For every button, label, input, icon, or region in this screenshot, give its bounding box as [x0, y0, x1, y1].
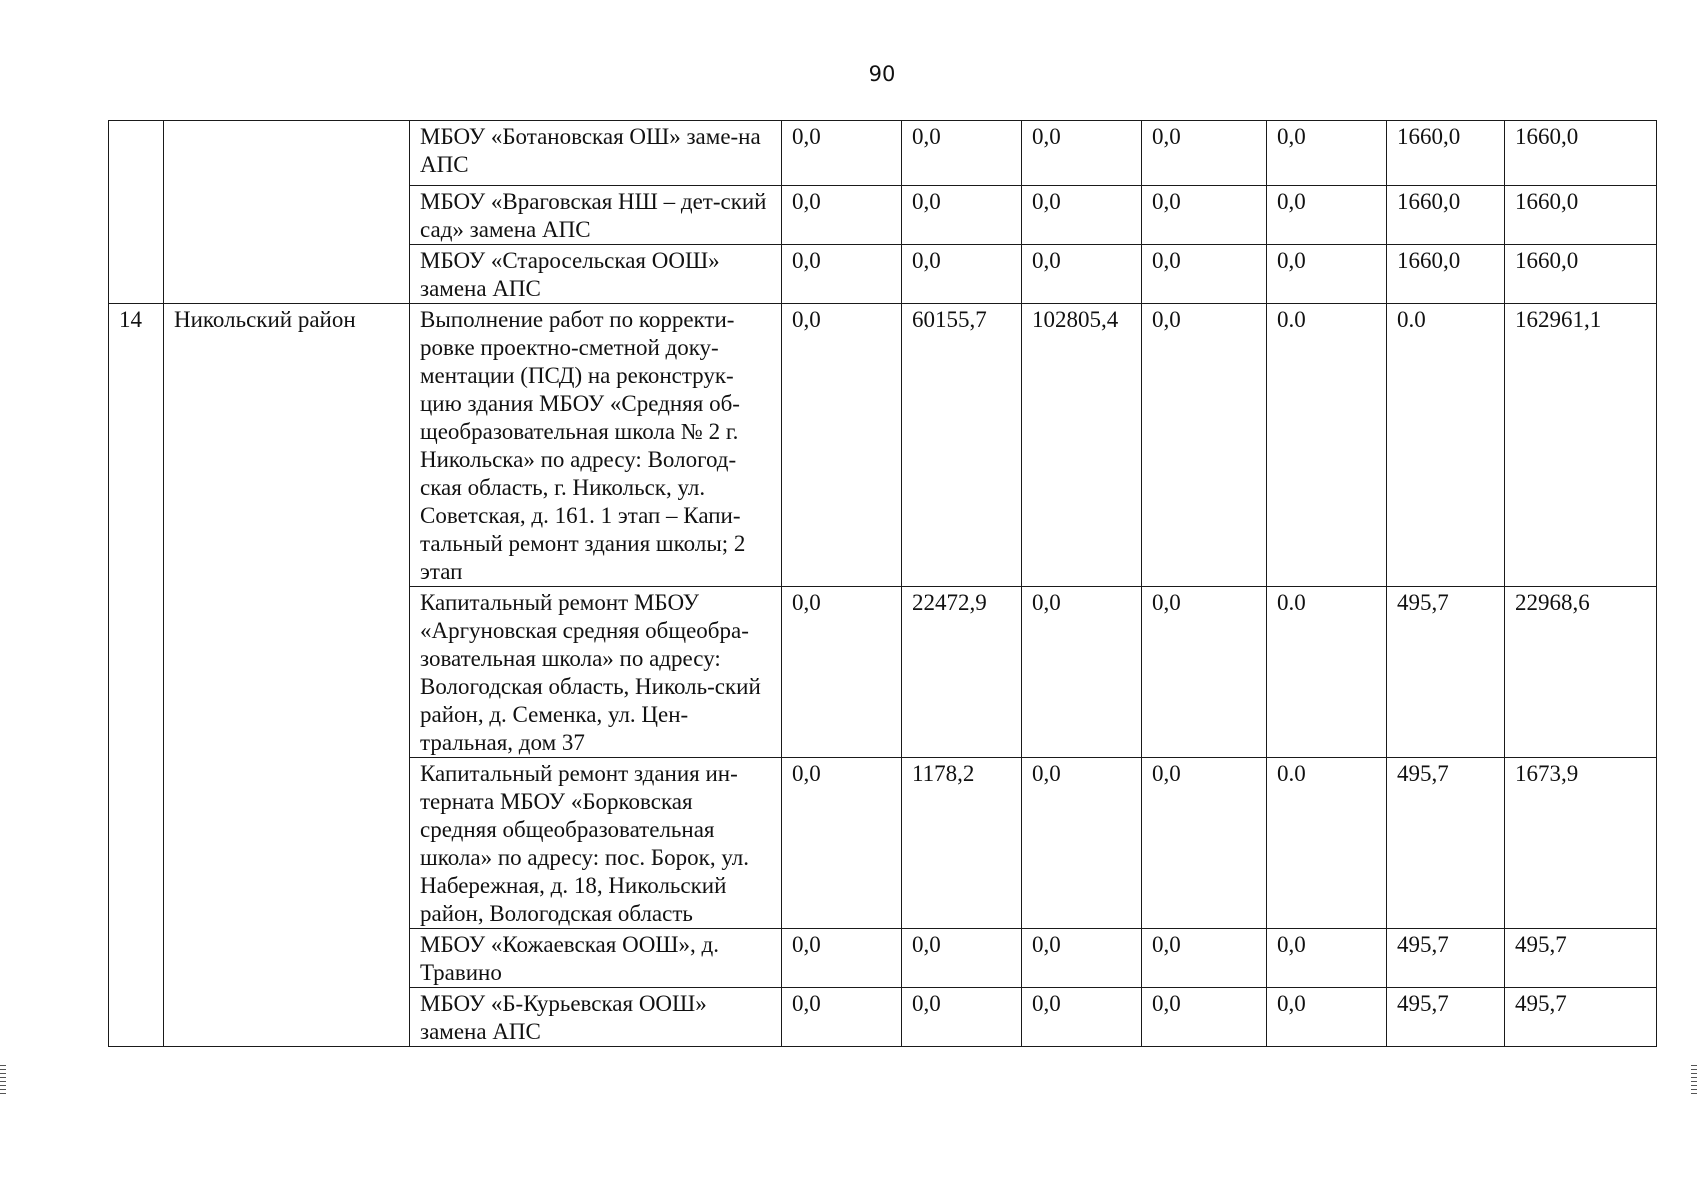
value-cell: 0,0	[1142, 245, 1267, 304]
value-cell: 495,7	[1387, 988, 1505, 1047]
value-cell: 0,0	[902, 245, 1022, 304]
value-cell: 495,7	[1387, 758, 1505, 929]
budget-table	[108, 120, 1657, 1047]
value-cell: 60155,7	[902, 304, 1022, 587]
value-cell: 1660,0	[1387, 186, 1505, 245]
value-cell: 0,0	[1022, 929, 1142, 988]
total-cell: 495,7	[1505, 988, 1657, 1047]
value-cell: 0,0	[1267, 988, 1387, 1047]
total-cell: 1660,0	[1505, 121, 1657, 186]
value-cell: 0,0	[1267, 121, 1387, 186]
value-cell: 0,0	[1142, 929, 1267, 988]
binding-marks-left	[0, 1065, 6, 1097]
value-cell: 0,0	[1142, 304, 1267, 587]
total-cell: 1660,0	[1505, 245, 1657, 304]
description-cell: МБОУ «Кожаевская ООШ», д. Травино	[410, 929, 782, 988]
table-row	[109, 304, 1657, 587]
value-cell: 0,0	[782, 245, 902, 304]
value-cell: 0,0	[782, 587, 902, 758]
value-cell: 0.0	[1267, 587, 1387, 758]
value-cell: 0.0	[1267, 758, 1387, 929]
value-cell: 0,0	[1267, 186, 1387, 245]
value-cell: 102805,4	[1022, 304, 1142, 587]
value-cell: 0,0	[1267, 929, 1387, 988]
value-cell: 0,0	[1022, 758, 1142, 929]
value-cell: 0,0	[1142, 186, 1267, 245]
value-cell: 1660,0	[1387, 245, 1505, 304]
value-cell: 0,0	[902, 186, 1022, 245]
total-cell: 22968,6	[1505, 587, 1657, 758]
value-cell: 0,0	[1142, 988, 1267, 1047]
page-number: 90	[868, 62, 896, 86]
row-number-cell	[109, 121, 164, 304]
value-cell: 0,0	[782, 304, 902, 587]
value-cell: 0,0	[1267, 245, 1387, 304]
value-cell: 495,7	[1387, 929, 1505, 988]
value-cell: 495,7	[1387, 587, 1505, 758]
value-cell: 0,0	[782, 988, 902, 1047]
district-cell: Никольский район	[164, 304, 410, 1047]
description-cell: Выполнение работ по корректи-ровке проектно-сметной доку-ментации (ПСД) на реконструк-цию здания МБОУ «Средняя об-щеобразовательная школа № 2 г. Никольска» по адресу: Вологод-ская область, г. Никольск, ул. Советская, д. 161. 1 этап – Капи-тальный ремонт здания школы; 2 этап	[410, 304, 782, 587]
value-cell: 0,0	[1022, 245, 1142, 304]
value-cell: 0,0	[902, 988, 1022, 1047]
total-cell: 495,7	[1505, 929, 1657, 988]
description-cell: Капитальный ремонт здания ин-терната МБОУ «Борковская средняя общеобразовательная школа» по адресу: пос. Борок, ул. Набережная, д. 18, Никольский район, Вологодская область	[410, 758, 782, 929]
description-cell: МБОУ «Враговская НШ – дет-ский сад» замена АПС	[410, 186, 782, 245]
description-cell: МБОУ «Ботановская ОШ» заме-на АПС	[410, 121, 782, 186]
value-cell: 0,0	[1142, 758, 1267, 929]
total-cell: 1673,9	[1505, 758, 1657, 929]
table-row	[109, 121, 1657, 186]
value-cell: 0,0	[782, 121, 902, 186]
value-cell: 0,0	[1022, 988, 1142, 1047]
value-cell: 0,0	[902, 121, 1022, 186]
value-cell: 0,0	[782, 186, 902, 245]
value-cell: 0,0	[1142, 121, 1267, 186]
value-cell: 1660,0	[1387, 121, 1505, 186]
district-cell	[164, 121, 410, 304]
value-cell: 0,0	[782, 758, 902, 929]
value-cell: 0.0	[1387, 304, 1505, 587]
total-cell: 1660,0	[1505, 186, 1657, 245]
value-cell: 0.0	[1267, 304, 1387, 587]
value-cell: 0,0	[1142, 587, 1267, 758]
value-cell: 22472,9	[902, 587, 1022, 758]
total-cell: 162961,1	[1505, 304, 1657, 587]
value-cell: 0,0	[1022, 121, 1142, 186]
value-cell: 0,0	[902, 929, 1022, 988]
value-cell: 0,0	[1022, 186, 1142, 245]
value-cell: 0,0	[1022, 587, 1142, 758]
description-cell: МБОУ «Старосельская ООШ» замена АПС	[410, 245, 782, 304]
description-cell: МБОУ «Б-Курьевская ООШ» замена АПС	[410, 988, 782, 1047]
description-cell: Капитальный ремонт МБОУ «Аргуновская средняя общеобра-зовательная школа» по адресу: Вологодская область, Николь-ский район, д. Семенка, ул. Цен-тральная, дом 37	[410, 587, 782, 758]
value-cell: 0,0	[782, 929, 902, 988]
value-cell: 1178,2	[902, 758, 1022, 929]
row-number-cell: 14	[109, 304, 164, 1047]
binding-marks-right	[1691, 1065, 1697, 1097]
